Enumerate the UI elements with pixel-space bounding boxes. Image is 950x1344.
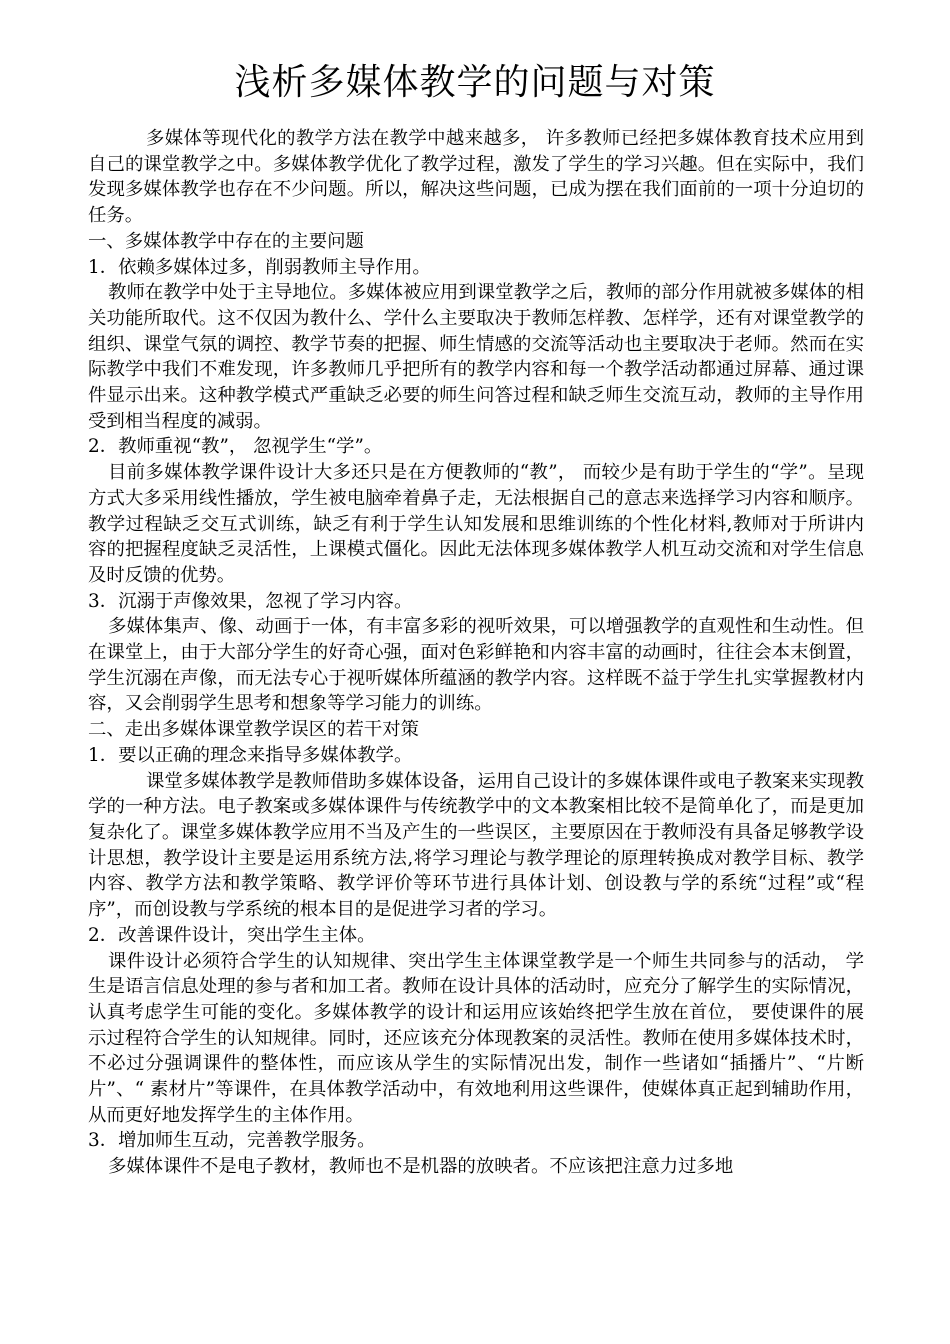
section-heading-countermeasures: 二、走出多媒体课堂教学误区的若干对策 <box>88 719 420 741</box>
countermeasure-1-paragraph: 课堂多媒体教学是教师借助多媒体设备，运用自己设计的多媒体课件或电子教案来实现教学的一种方法。电子教案或多媒体课件与传统教学中的文本教案相比较不是简单化了，而是更加复杂化了。课堂多媒体教学应用不当及产生的一些误区，主要原因在于教师没有具备足够教学设计思想，教学设计主要是运用系统方法,将学习理论与教学理论的原理转换成对教学目标、教学内容、教学方法和教学策略、教学评价等环节进行具体计划、创设教与学的系统“过程”或“程序”，而创设教与学系统的根本目的是促进学习者的学习。 <box>88 770 864 921</box>
problem-2-paragraph: 目前多媒体教学课件设计大多还只是在方便教师的“教”， 而较少是有助于学生的“学”。呈现方式大多采用线性播放，学生被电脑牵着鼻子走，无法根据自己的意志来选择学习内容和顺序。教学过程缺乏交互式训练，缺乏有利于学生认知发展和思维训练的个性化材料,教师对于所讲内容的把握程度缺乏灵活性，上课模式僵化。因此无法体现多媒体教学人机互动交流和对学生信息及时反馈的优势。 <box>88 462 864 586</box>
countermeasure-3-paragraph: 多媒体课件不是电子教材，教师也不是机器的放映者。不应该把注意力过多地 <box>108 1156 734 1178</box>
document-title: 浅析多媒体教学的问题与对策 <box>234 62 716 103</box>
countermeasure-2-paragraph: 课件设计必须符合学生的认知规律、突出学生主体课堂教学是一个师生共同参与的活动， 学生是语言信息处理的参与者和加工者。教师在设计具体的活动时，应充分了解学生的实际情况，认真考虑学生可能的变化。多媒体教学的设计和运用应该始终把学生放在首位， 要使课件的展示过程符合学生的认知规律。同时，还应该充分体现教案的灵活性。教师在使用多媒体技术时，不必过分强调课件的整体性，而应该从学生的实际情况出发，制作一些诸如“插播片”、“片断片”、“ 素材片”等课件，在具体教学活动中，有效地利用这些课件，使媒体真正起到辅助作用，从而更好地发挥学生的主体作用。 <box>88 950 864 1126</box>
problem-2-heading: 2．教师重视“教”， 忽视学生“学”。 <box>88 436 383 458</box>
countermeasure-2-heading: 2．改善课件设计，突出学生主体。 <box>88 924 376 946</box>
problem-3-heading: 3．沉溺于声像效果，忽视了学习内容。 <box>88 590 413 612</box>
problem-1-heading: 1．依赖多媒体过多，削弱教师主导作用。 <box>88 256 431 278</box>
countermeasure-3-heading: 3．增加师生互动，完善教学服务。 <box>88 1130 376 1152</box>
problem-1-paragraph: 教师在教学中处于主导地位。多媒体被应用到课堂教学之后，教师的部分作用就被多媒体的相关功能所取代。这不仅因为教什么、学什么主要取决于教师怎样教、怎样学，还有对课堂教学的组织、课堂气氛的调控、教学节奏的把握、师生情感的交流等活动也主要取决于老师。然而在实际教学中我们不难发现，许多教师几乎把所有的教学内容和每一个教学活动都通过屏幕、通过课件显示出来。这种教学模式严重缺乏必要的师生问答过程和缺乏师生交流互动，教师的主导作用受到相当程度的减弱。 <box>88 282 864 432</box>
problem-3-paragraph: 多媒体集声、像、动画于一体，有丰富多彩的视听效果，可以增强教学的直观性和生动性。但在课堂上，由于大部分学生的好奇心强，面对色彩鲜艳和内容丰富的动画时，往往会本末倒置，学生沉溺在声像，而无法专心于视听媒体所蕴涵的教学内容。这样既不益于学生扎实掌握教材内容，又会削弱学生思考和想象等学习能力的训练。 <box>88 616 864 715</box>
document-body <box>88 126 864 1180</box>
section-heading-problems: 一、多媒体教学中存在的主要问题 <box>88 230 364 252</box>
intro-paragraph: 多媒体等现代化的教学方法在教学中越来越多， 许多教师已经把多媒体教育技术应用到自己的课堂教学之中。多媒体教学优化了教学过程，激发了学生的学习兴趣。但在实际中，我们发现多媒体教学也存在不少问题。所以，解决这些问题，已成为摆在我们面前的一项十分迫切的任务。 <box>88 128 864 227</box>
countermeasure-1-heading: 1．要以正确的理念来指导多媒体教学。 <box>88 744 413 766</box>
